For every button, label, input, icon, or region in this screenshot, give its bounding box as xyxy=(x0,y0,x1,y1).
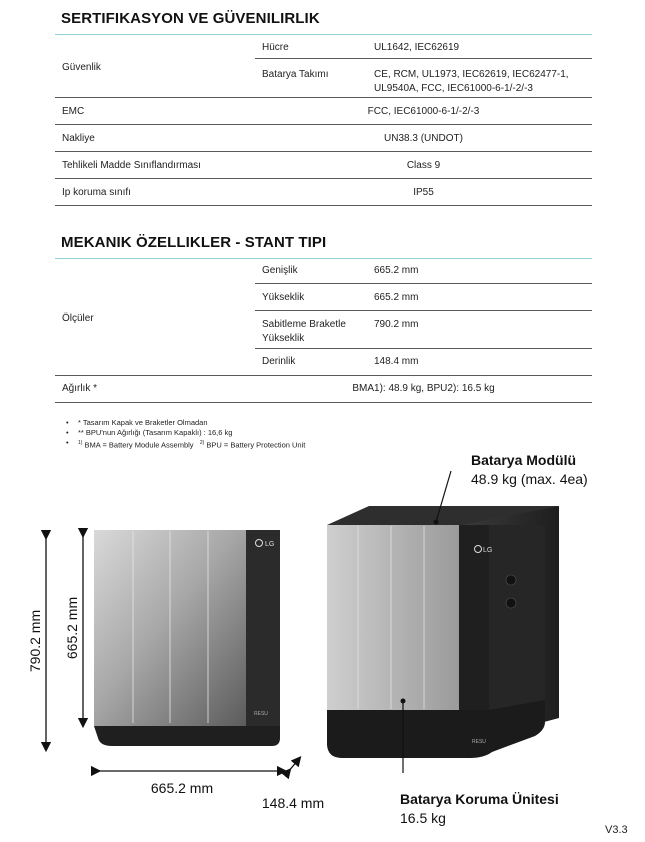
cert-title: SERTIFIKASYON VE GÜVENILIRLIK xyxy=(61,10,320,27)
footnote-sup: 2) xyxy=(199,440,205,446)
brand-mark: LG xyxy=(265,541,275,548)
tehlikeli-label: Tehlikeli Madde Sınıflandırması xyxy=(62,160,201,171)
nakliye-label: Nakliye xyxy=(62,133,95,144)
mech-title: MEKANIK ÖZELLIKLER - STANT TIPI xyxy=(61,234,327,251)
nakliye-value: UN38.3 (UNDOT) xyxy=(384,133,463,144)
batarya-value-2: UL9540A, FCC, IEC61000-6-1/-2/-3 xyxy=(374,83,533,94)
model-mark: RESU xyxy=(472,739,486,745)
port-icon xyxy=(506,598,516,608)
ip-value: IP55 xyxy=(413,187,434,198)
module-title: Batarya Modülü xyxy=(471,452,577,468)
port-icon xyxy=(506,575,516,585)
derinlik-value: 148.4 mm xyxy=(374,356,419,367)
dim-665-h-label: 665.2 mm xyxy=(64,596,80,660)
hucre-label: Hücre xyxy=(262,42,289,53)
version-label: V3.3 xyxy=(605,824,628,836)
brand-mark: LG xyxy=(483,547,493,554)
sabitleme-label-2: Yükseklik xyxy=(262,333,305,344)
agirlik-label: Ağırlık * xyxy=(62,383,98,394)
module-weight: 48.9 kg (max. 4ea) xyxy=(471,471,588,487)
batarya-value-1: CE, RCM, UL1973, IEC62619, IEC62477-1, xyxy=(374,69,569,80)
perspective-unit xyxy=(327,506,559,758)
sabitleme-label-1: Sabitleme Braketle xyxy=(262,319,346,330)
front-view-unit xyxy=(94,530,280,746)
dim-665-w-label: 665.2 mm xyxy=(150,780,214,796)
bullet: • xyxy=(66,418,69,427)
front-base xyxy=(94,726,280,746)
guvenlik-label: Güvenlik xyxy=(62,62,101,73)
footnote-text: BMA = Battery Module Assembly xyxy=(82,440,194,450)
footnote-text: ** BPU'nun Ağırlığı (Tasarım Kapaklı) : 16,6 kg xyxy=(78,428,233,437)
emc-label: EMC xyxy=(62,106,85,117)
module-callout-dot xyxy=(434,520,439,525)
front-dark-panel xyxy=(246,530,280,726)
ip-label: Ip koruma sınıfı xyxy=(62,187,131,198)
dim-line-148 xyxy=(288,760,298,772)
olculer-label: Ölçüler xyxy=(62,313,94,324)
emc-value: FCC, IEC61000-6-1/-2/-3 xyxy=(367,106,480,117)
tehlikeli-value: Class 9 xyxy=(406,160,441,171)
derinlik-label: Derinlik xyxy=(262,356,296,367)
bpu-callout-dot xyxy=(401,699,406,704)
batarya-label: Batarya Takımı xyxy=(262,69,329,80)
genislik-value: 665.2 mm xyxy=(374,265,419,276)
agirlik-value: BMA1): 48.9 kg, BPU2): 16.5 kg xyxy=(352,383,495,394)
dim-790-label: 790.2 mm xyxy=(27,609,43,673)
front-aluminum-panel xyxy=(94,530,250,726)
bullet: • xyxy=(66,428,69,437)
bpu-title: Batarya Koruma Ünitesi xyxy=(400,791,559,807)
sabitleme-value: 790.2 mm xyxy=(374,319,419,330)
model-mark: RESU xyxy=(254,711,268,717)
unit-front-dark-right xyxy=(489,525,545,730)
bpu-weight: 16.5 kg xyxy=(400,810,446,826)
footnote-sup: 1) xyxy=(78,440,83,446)
unit-front-panel xyxy=(327,525,461,710)
genislik-label: Genişlik xyxy=(262,265,298,276)
yukseklik-value: 665.2 mm xyxy=(374,292,419,303)
bullet: • xyxy=(66,438,69,447)
footnote-text: * Tasarım Kapak ve Braketler Olmadan xyxy=(78,418,208,427)
yukseklik-label: Yükseklik xyxy=(262,292,305,303)
hucre-value: UL1642, IEC62619 xyxy=(374,42,460,53)
footnote-text: BPU = Battery Protection Unit xyxy=(204,440,306,450)
dim-148-label: 148.4 mm xyxy=(261,795,325,811)
